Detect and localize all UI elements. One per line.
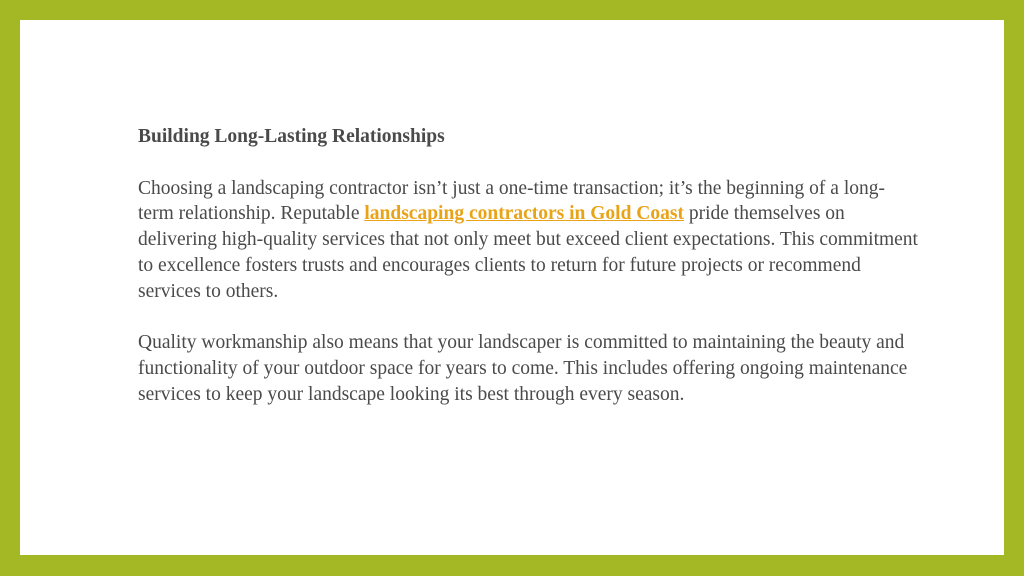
landscaping-contractors-link[interactable]: landscaping contractors in Gold Coast	[364, 203, 684, 225]
paragraph-workmanship: Quality workmanship also means that your landscaper is committed to maintaining the beauty and functionality of your outdoor space for years to come. This includes offering ongoing maintenance services to keep your landscape looking its best through every season.	[138, 332, 908, 405]
paragraph-relationship	[138, 176, 918, 305]
slide-content	[138, 124, 918, 434]
paragraph-text-after-link: pride themselves on delivering high-quality services that not only meet but exceed client expectations. This commitment to excellence fosters trusts and encourages clients to return for future projects or recommend services to others.	[138, 203, 918, 302]
section-heading: Building Long-Lasting Relationships	[138, 126, 445, 147]
paragraph-text-before-link: Choosing a landscaping contractor isn’t just a one-time transaction; it’s the beginning of a long-term relationship. Reputable	[138, 177, 885, 225]
slide	[20, 20, 1004, 555]
